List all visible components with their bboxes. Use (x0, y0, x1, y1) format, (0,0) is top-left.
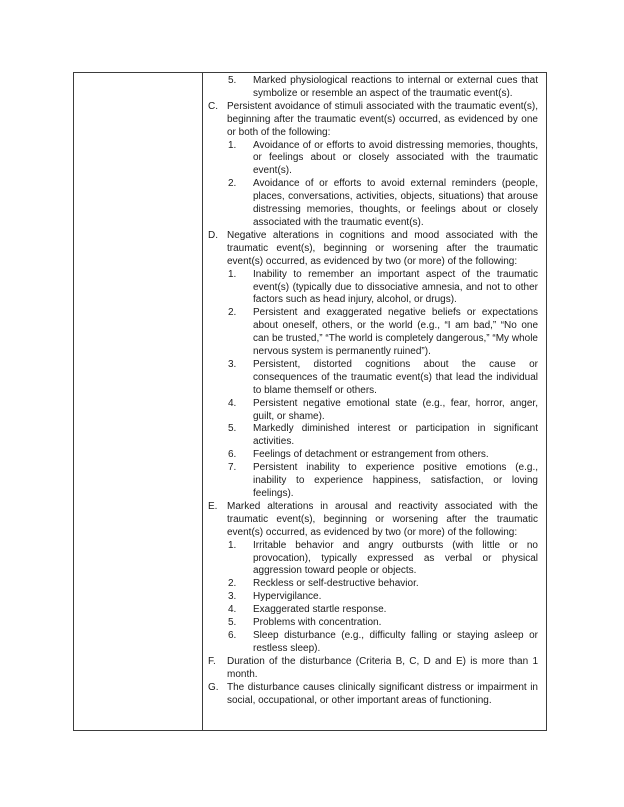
criterion-text: Persistent negative emotional state (e.g., fear, horror, anger, guilt, or shame). (253, 397, 538, 422)
criterion-item-number-2 (228, 307, 538, 359)
criterion-text: Persistent, distorted cognitions about the cause or consequences of the traumatic event(s) that lead the individual to blame themself or others. (253, 358, 538, 396)
table-cell-left-empty (74, 73, 203, 730)
criterion-item-number-5 (228, 617, 538, 630)
criterion-label: G. (208, 681, 219, 693)
criterion-label: 3. (228, 591, 237, 603)
criterion-text: Sleep disturbance (e.g., difficulty falling or staying asleep or restless sleep). (253, 629, 538, 654)
criterion-text: The disturbance causes clinically significant distress or impairment in social, occupational, or other important areas of functioning. (227, 681, 538, 706)
criterion-item-letter-C (208, 101, 538, 140)
criterion-item-number-5 (228, 75, 538, 101)
criterion-item-letter-F (208, 656, 538, 682)
criterion-text: Marked physiological reactions to internal or external cues that symbolize or resemble an aspect of the traumatic event(s). (253, 75, 538, 99)
criterion-text: Duration of the disturbance (Criteria B, C, D and E) is more than 1 month. (227, 655, 538, 680)
criterion-item-number-5 (228, 423, 538, 449)
criterion-label: 5. (228, 423, 237, 435)
criterion-label: 7. (228, 462, 237, 474)
criterion-label: 2. (228, 178, 237, 190)
criterion-text: Markedly diminished interest or participation in significant activities. (253, 423, 538, 448)
criterion-item-number-6 (228, 449, 538, 462)
criterion-text: Persistent and exaggerated negative beliefs or expectations about oneself, others, or the world (e.g., “I am bad,” “No one can be trusted,” “The world is completely dangerous,” “My whole nervous system is permanently ruined”). (253, 307, 538, 358)
criterion-item-number-3 (228, 359, 538, 398)
criterion-text: Exaggerated startle response. (253, 604, 387, 616)
criterion-item-number-1 (228, 540, 538, 579)
criterion-label: 6. (228, 629, 237, 641)
criterion-label: 5. (228, 75, 237, 86)
criterion-item-number-2 (228, 578, 538, 591)
criterion-item-number-1 (228, 269, 538, 308)
criterion-label: 4. (228, 397, 237, 409)
criterion-text: Inability to remember an important aspect of the traumatic event(s) (typically due to dissociative amnesia, and not to other factors such as head injury, alcohol, or drugs). (253, 268, 538, 306)
criterion-item-number-4 (228, 604, 538, 617)
criterion-label: 4. (228, 604, 237, 616)
criterion-item-number-4 (228, 398, 538, 424)
criterion-label: 1. (228, 539, 237, 551)
criterion-label: 2. (228, 307, 237, 319)
criterion-label: 1. (228, 139, 237, 151)
criterion-item-number-7 (228, 462, 538, 501)
criterion-text: Avoidance of or efforts to avoid distressing memories, thoughts, or feelings about or closely associated with the traumatic event(s). (253, 139, 538, 177)
criterion-item-number-3 (228, 591, 538, 604)
criterion-label: 2. (228, 578, 237, 590)
criterion-label: D. (208, 229, 218, 241)
criterion-text: Feelings of detachment or estrangement from others. (253, 449, 489, 461)
criterion-text: Marked alterations in arousal and reactivity associated with the traumatic event(s), beginning or worsening after the traumatic event(s) occurred, as evidenced by two (or more) of the following: (227, 500, 538, 538)
criterion-item-letter-D (208, 230, 538, 269)
criteria-list (208, 75, 538, 707)
criteria-table (73, 72, 547, 731)
criterion-label: F. (208, 655, 216, 667)
criterion-label: 6. (228, 449, 237, 461)
criterion-item-number-6 (228, 630, 538, 656)
criterion-item-number-1 (228, 140, 538, 179)
criterion-label: 3. (228, 358, 237, 370)
criterion-text: Reckless or self-destructive behavior. (253, 578, 419, 590)
criterion-label: E. (208, 500, 218, 512)
criterion-text: Avoidance of or efforts to avoid external reminders (people, places, conversations, activities, objects, situations) that arouse distressing memories, thoughts, or feelings about or closely associated with the traumatic event(s). (253, 178, 538, 228)
criterion-label: C. (208, 100, 218, 112)
table-cell-criteria-text (203, 73, 546, 730)
criterion-text: Negative alterations in cognitions and mood associated with the traumatic event(s), beginning or worsening after the traumatic event(s) occurred, as evidenced by two (or more) of the following: (227, 229, 538, 267)
criterion-text: Hypervigilance. (253, 591, 322, 603)
criterion-label: 5. (228, 617, 237, 629)
criterion-text: Persistent avoidance of stimuli associated with the traumatic event(s), beginning after the traumatic event(s) occurred, as evidenced by one or both of the following: (227, 100, 538, 138)
criterion-label: 1. (228, 268, 237, 280)
criterion-text: Persistent inability to experience positive emotions (e.g., inability to experience happiness, satisfaction, or loving feelings). (253, 462, 538, 499)
criterion-item-number-2 (228, 178, 538, 230)
criterion-item-letter-G (208, 682, 538, 708)
criterion-item-letter-E (208, 501, 538, 540)
criterion-text: Irritable behavior and angry outbursts (with little or no provocation), typically expressed as verbal or physical aggression toward people or objects. (253, 539, 538, 577)
criterion-text: Problems with concentration. (253, 617, 382, 629)
